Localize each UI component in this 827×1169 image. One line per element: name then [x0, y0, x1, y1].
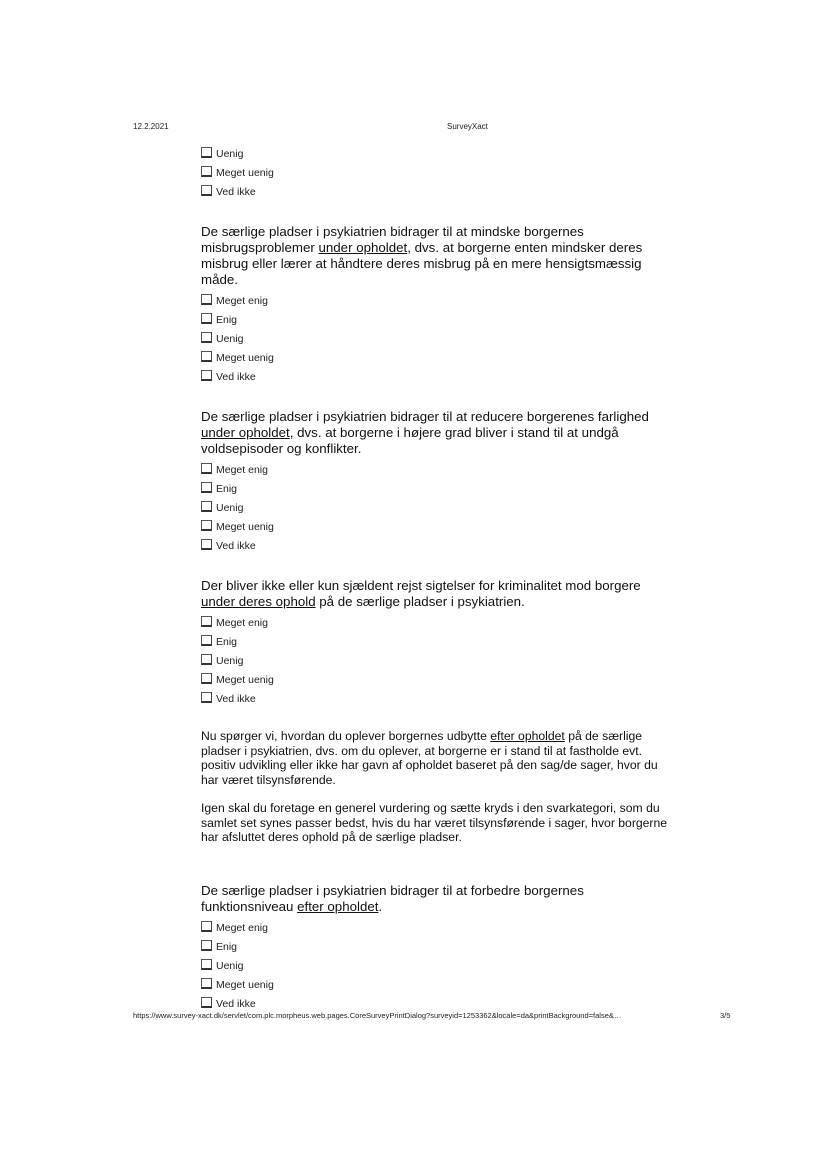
option-label: Enig: [216, 940, 238, 953]
option-row[interactable]: [201, 345, 671, 364]
option-label: Ved ikke: [216, 693, 256, 705]
option-label: Enig: [216, 483, 238, 495]
option-label: Meget enig: [216, 464, 268, 476]
checkbox-icon[interactable]: [201, 351, 212, 362]
checkbox-icon[interactable]: [201, 520, 212, 531]
question-text: De særlige pladser i psykiatrien bidrager til at mindske borgernes misbrugsproblemer under opholdet, dvs. at borgerne enten mindsker deres misbrug eller lærer at håndtere deres misbrug på en mere hensigtsmæssig måde.: [201, 224, 643, 287]
checkbox-icon[interactable]: [201, 166, 212, 177]
option-row[interactable]: [201, 457, 671, 476]
options-group-top: [201, 141, 671, 198]
checkbox-icon[interactable]: [201, 959, 212, 970]
option-label: Uenig: [216, 333, 244, 345]
checkbox-icon[interactable]: [201, 463, 212, 474]
option-label: Meget uenig: [216, 978, 274, 991]
checkbox-icon[interactable]: [201, 185, 212, 196]
options-group: [201, 457, 671, 552]
checkbox-icon[interactable]: [201, 370, 212, 381]
option-row[interactable]: [201, 495, 671, 514]
checkbox-icon[interactable]: [201, 539, 212, 550]
option-row[interactable]: [201, 364, 671, 383]
survey-content: [201, 141, 671, 1010]
option-row[interactable]: [201, 991, 671, 1010]
option-label: Ved ikke: [216, 371, 256, 383]
option-row[interactable]: [201, 629, 671, 648]
print-title: SurveyXact: [447, 122, 488, 131]
checkbox-icon[interactable]: [201, 482, 212, 493]
checkbox-icon[interactable]: [201, 997, 212, 1008]
option-row[interactable]: [201, 141, 671, 160]
instruction-paragraph: Igen skal du foretage en generel vurdering og sætte kryds i den svarkategori, som du samlet set synes passer bedst, hvis du har været tilsynsførende i sager, hvor borgerne har afsluttet deres ophold på de særlige pladser.: [201, 801, 668, 844]
question-text: De særlige pladser i psykiatrien bidrager til at forbedre borgernes funktionsniveau efter opholdet.: [201, 882, 584, 914]
options-group: [201, 915, 671, 1010]
option-row[interactable]: [201, 179, 671, 198]
option-label: Meget uenig: [216, 352, 274, 364]
option-label: Ved ikke: [216, 540, 256, 552]
option-label: Enig: [216, 314, 238, 326]
option-label: Uenig: [216, 959, 244, 972]
option-label: Uenig: [216, 502, 244, 514]
option-label: Meget enig: [216, 921, 268, 934]
option-label: Ved ikke: [216, 186, 256, 198]
checkbox-icon[interactable]: [201, 616, 212, 627]
option-row[interactable]: [201, 915, 671, 934]
checkbox-icon[interactable]: [201, 978, 212, 989]
option-row[interactable]: [201, 307, 671, 326]
options-group: [201, 610, 671, 705]
option-label: Meget enig: [216, 617, 268, 629]
question-text: De særlige pladser i psykiatrien bidrager til at reducere borgerenes farlighed under opholdet, dvs. at borgerne i højere grad bliver i stand til at undgå voldsepisoder og konflikter.: [201, 409, 649, 456]
checkbox-icon[interactable]: [201, 501, 212, 512]
option-row[interactable]: [201, 533, 671, 552]
checkbox-icon[interactable]: [201, 313, 212, 324]
option-row[interactable]: [201, 610, 671, 629]
option-label: Meget uenig: [216, 674, 274, 686]
option-row[interactable]: [201, 326, 671, 345]
options-group: [201, 288, 671, 383]
option-label: Meget uenig: [216, 167, 274, 179]
option-row[interactable]: [201, 476, 671, 495]
option-label: Ved ikke: [216, 997, 256, 1010]
option-row[interactable]: [201, 686, 671, 705]
question-text: Der bliver ikke eller kun sjældent rejst sigtelser for kriminalitet mod borgere under deres ophold på de særlige pladser i psykiatrien.: [201, 578, 641, 609]
option-row[interactable]: [201, 648, 671, 667]
checkbox-icon[interactable]: [201, 940, 212, 951]
option-row[interactable]: [201, 934, 671, 953]
option-label: Uenig: [216, 655, 244, 667]
option-row[interactable]: [201, 160, 671, 179]
intro-paragraph: Nu spørger vi, hvordan du oplever borgernes udbytte efter opholdet på de særlige pladser i psykiatrien, dvs. om du oplever, at borgerne er i stand til at fastholde evt. positiv udvikling eller ikke har gavn af opholdet baseret på den sag/de sager, hvor du har været tilsynsførende.: [201, 729, 658, 787]
option-label: Meget uenig: [216, 521, 274, 533]
print-url: https://www.survey-xact.dk/servlet/com.plc.morpheus.web.pages.CoreSurveyPrintDialog?surveyid=1253362&locale=da&printBackground=false&…: [133, 1011, 622, 1020]
checkbox-icon[interactable]: [201, 673, 212, 684]
option-row[interactable]: [201, 972, 671, 991]
checkbox-icon[interactable]: [201, 332, 212, 343]
checkbox-icon[interactable]: [201, 294, 212, 305]
checkbox-icon[interactable]: [201, 635, 212, 646]
page-number: 3/5: [720, 1011, 731, 1020]
print-date: 12.2.2021: [133, 122, 169, 131]
option-label: Meget enig: [216, 295, 268, 307]
option-label: Uenig: [216, 148, 244, 160]
checkbox-icon[interactable]: [201, 692, 212, 703]
option-row[interactable]: [201, 953, 671, 972]
option-row[interactable]: [201, 288, 671, 307]
checkbox-icon[interactable]: [201, 921, 212, 932]
checkbox-icon[interactable]: [201, 654, 212, 665]
option-row[interactable]: [201, 667, 671, 686]
option-row[interactable]: [201, 514, 671, 533]
checkbox-icon[interactable]: [201, 147, 212, 158]
option-label: Enig: [216, 636, 238, 648]
